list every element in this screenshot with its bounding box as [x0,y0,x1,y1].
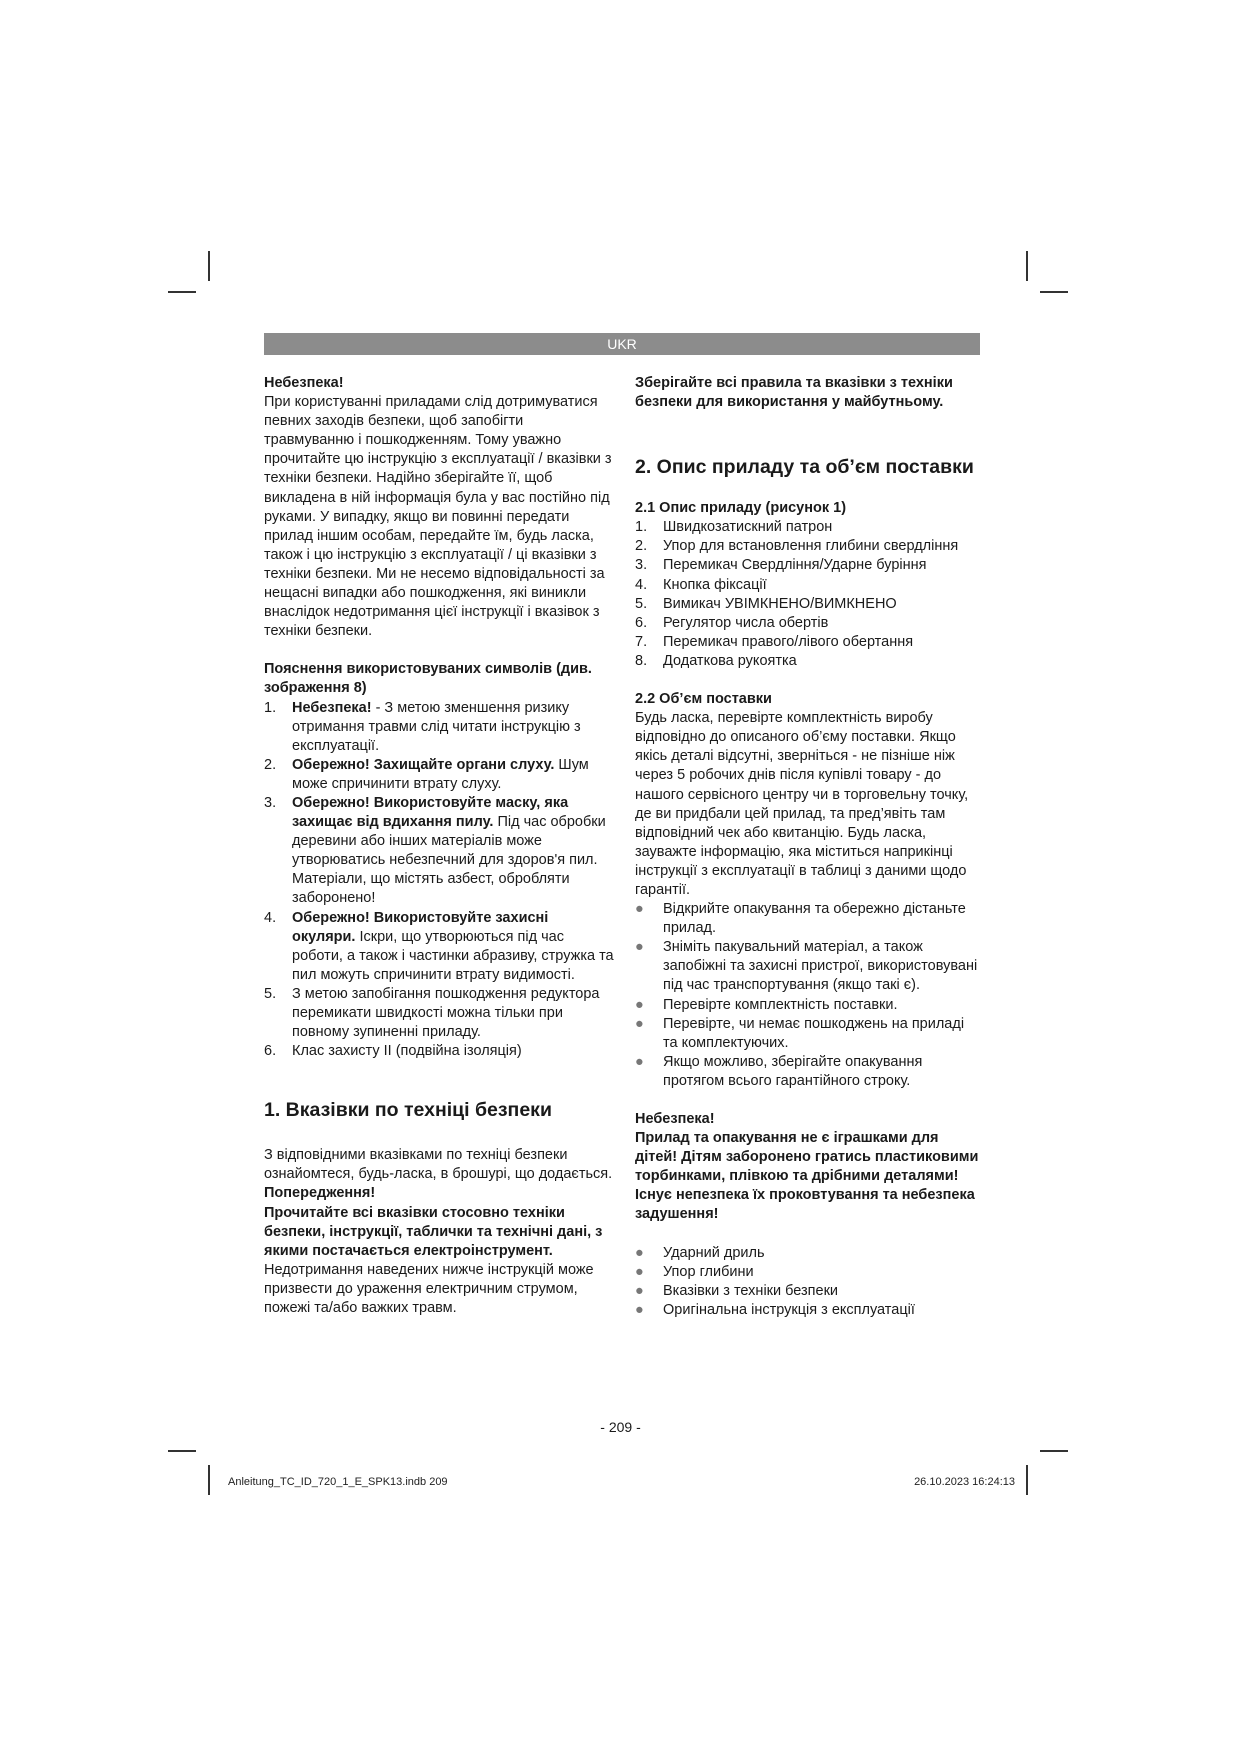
footer-filename: Anleitung_TC_ID_720_1_E_SPK13.indb 209 [228,1476,448,1488]
bullet-icon: ● [635,1301,644,1318]
bullet-icon: ● [635,996,644,1013]
list-item: ● Вказівки з техніки безпеки [635,1282,980,1301]
list-item: ● Оригінальна інструкція з експлуатації [635,1301,980,1320]
list-item: 6. Регулятор числа обертів [635,614,829,631]
list-item: 5. З метою запобігання пошкодження редуктора перемикати швидкості можна тільки при повному зупиненні приладу. [264,985,600,1041]
crop-mark [208,1465,210,1495]
bullet-icon: ● [635,1244,644,1261]
bullet-icon: ● [635,1263,644,1280]
section1-heading: 1. Вказівки по техніці безпеки [264,1099,552,1122]
page-number: - 209 - [600,1419,641,1435]
list-item: ● Ударний дриль [635,1244,980,1263]
crop-mark [208,251,210,281]
section1-text: З відповідними вказівками по техніці безпеки ознайомтеся, будь-ласка, в брошурі, що додається. [264,1147,613,1183]
unpacking-steps-list [635,900,980,1091]
crop-mark [168,291,196,293]
list-item: 8. Додаткова рукоятка [635,652,797,669]
warnings-title: Попередження! [264,1185,376,1202]
list-item: ● Перевірте комплектність поставки. [635,996,980,1015]
list-item: 4. Обережно! Використовуйте захисні окуляри. Іскри, що утворюються під час роботи, а також і частинки абразиву, стружка та пил можуть спричинити втрату видимості. [264,909,614,983]
list-item: 3. Обережно! Використовуйте маску, яка захищає від вдихання пилу. Під час обробки деревини або інших матеріалів може утворюватись небезпечний для здоров'я пил. Матеріали, що містять азбест, обробляти заборонено! [264,794,606,907]
section2-heading: 2. Опис приладу та об’єм поставки [635,456,974,479]
crop-mark [1026,1465,1028,1495]
crop-mark [1040,1450,1068,1452]
language-header-bar: UKR [264,333,980,355]
left-column [264,374,614,1318]
list-item: 2. Упор для встановлення глибини свердління [635,538,959,555]
warnings-text: Прочитайте всі вказівки стосовно техніки безпеки, інструкції, таблички та технічні дані, з якими постачається електроінструмент. Недотримання наведених нижче інструкцій може призвести до ураження електричним струмом, пожежі та/або важких травм. [264,1204,603,1317]
subsection-2-2-text: Будь ласка, перевірте комплектність виробу відповідно до описаного об’єму поставки. Якщо якісь деталі відсутні, зверніться - не пізніше ніж через 5 робочих днів після купівлі товару - до нашого сервісного центру чи в торговельну точку, де ви придбали цей прилад, та пред’явіть там відповідний чек або квитанцію. Будь ласка, зауважте інформацію, яка міститься наприкінці інструкції з експлуатації в таблиці з даними щодо гарантії. [635,710,969,898]
bullet-icon: ● [635,1282,644,1299]
list-item: ● Перевірте, чи немає пошкоджень на приладі та комплектуючих. [635,1015,965,1051]
list-item: ● Відкрийте опакування та обережно дістаньте прилад. [635,901,966,937]
bullet-icon: ● [635,1015,644,1032]
list-item: 7. Перемикач правого/лівого обертання [635,633,914,650]
crop-mark [168,1450,196,1452]
right-column [635,374,980,1320]
keep-rules-note: Зберігайте всі правила та вказівки з техніки безпеки для використання у майбутньому. [635,375,953,411]
subsection-2-2-title: 2.2 Об’єм поставки [635,691,772,708]
danger2-text: Прилад та опакування не є іграшками для дітей! Дітям заборонено гратись пластиковими торбинками, плівкою та дрібними деталями! Існує непезпека їх проковтування та небезпека задушення! [635,1130,979,1223]
danger-title: Небезпека! [264,375,344,391]
crop-mark [1040,291,1068,293]
list-item: 6. Клас захисту II (подвійна ізоляція) [264,1043,522,1060]
list-item: 5. Вимикач УВІМКНЕНО/ВИМКНЕНО [635,595,897,612]
list-item: ● Зніміть пакувальний матеріал, а також запобіжні та захисні пристрої, використовувані під час транспортування (якщо такі є). [635,939,978,994]
list-item: 3. Перемикач Свердління/Ударне буріння [635,557,927,574]
crop-mark [1026,251,1028,281]
list-item: 1. Швидкозатискний патрон [635,519,833,536]
bullet-icon: ● [635,939,644,956]
list-item: 4. Кнопка фіксації [635,576,767,593]
danger-text: При користуванні приладами слід дотримуватися певних заходів безпеки, щоб запобігти травмуванню і пошкодженням. Тому уважно прочитайте цю інструкцію з експлуатації / вказівки з техніки безпеки. Надійно зберігайте її, щоб викладена в ній інформація була у вас постійно під руками. У випадку, якщо ви повинні передати прилад іншим особам, передайте їм, будь ласка, також і цю інструкцію з експлуатації / ці вказівки з техніки безпеки. Ми не несемо відповідальності за нещасні випадки або пошкодження, які виникли внаслідок недотримання цієї інструкції і вказівок з техніки безпеки. [264,394,612,640]
parts-list [635,518,980,671]
list-item: 2. Обережно! Захищайте органи слуху. Шум може спричинити втрату слуху. [264,756,589,792]
delivery-contents-list [635,1244,980,1320]
danger2-title: Небезпека! [635,1111,715,1127]
list-item: 1. Небезпека! - З метою зменшення ризику отримання травми слід читати інструкцію з експлуатації. [264,699,581,754]
list-item: ● Упор глибини [635,1263,980,1282]
bullet-icon: ● [635,1053,644,1070]
symbols-list [264,699,614,1062]
bullet-icon: ● [635,901,644,918]
list-item: ● Якщо можливо, зберігайте опакування протягом всього гарантійного строку. [635,1053,923,1089]
footer-timestamp: 26.10.2023 16:24:13 [914,1476,1015,1488]
symbols-title: Пояснення використовуваних символів (див. зображення 8) [264,661,592,697]
subsection-2-1-title: 2.1 Опис приладу (рисунок 1) [635,500,847,517]
